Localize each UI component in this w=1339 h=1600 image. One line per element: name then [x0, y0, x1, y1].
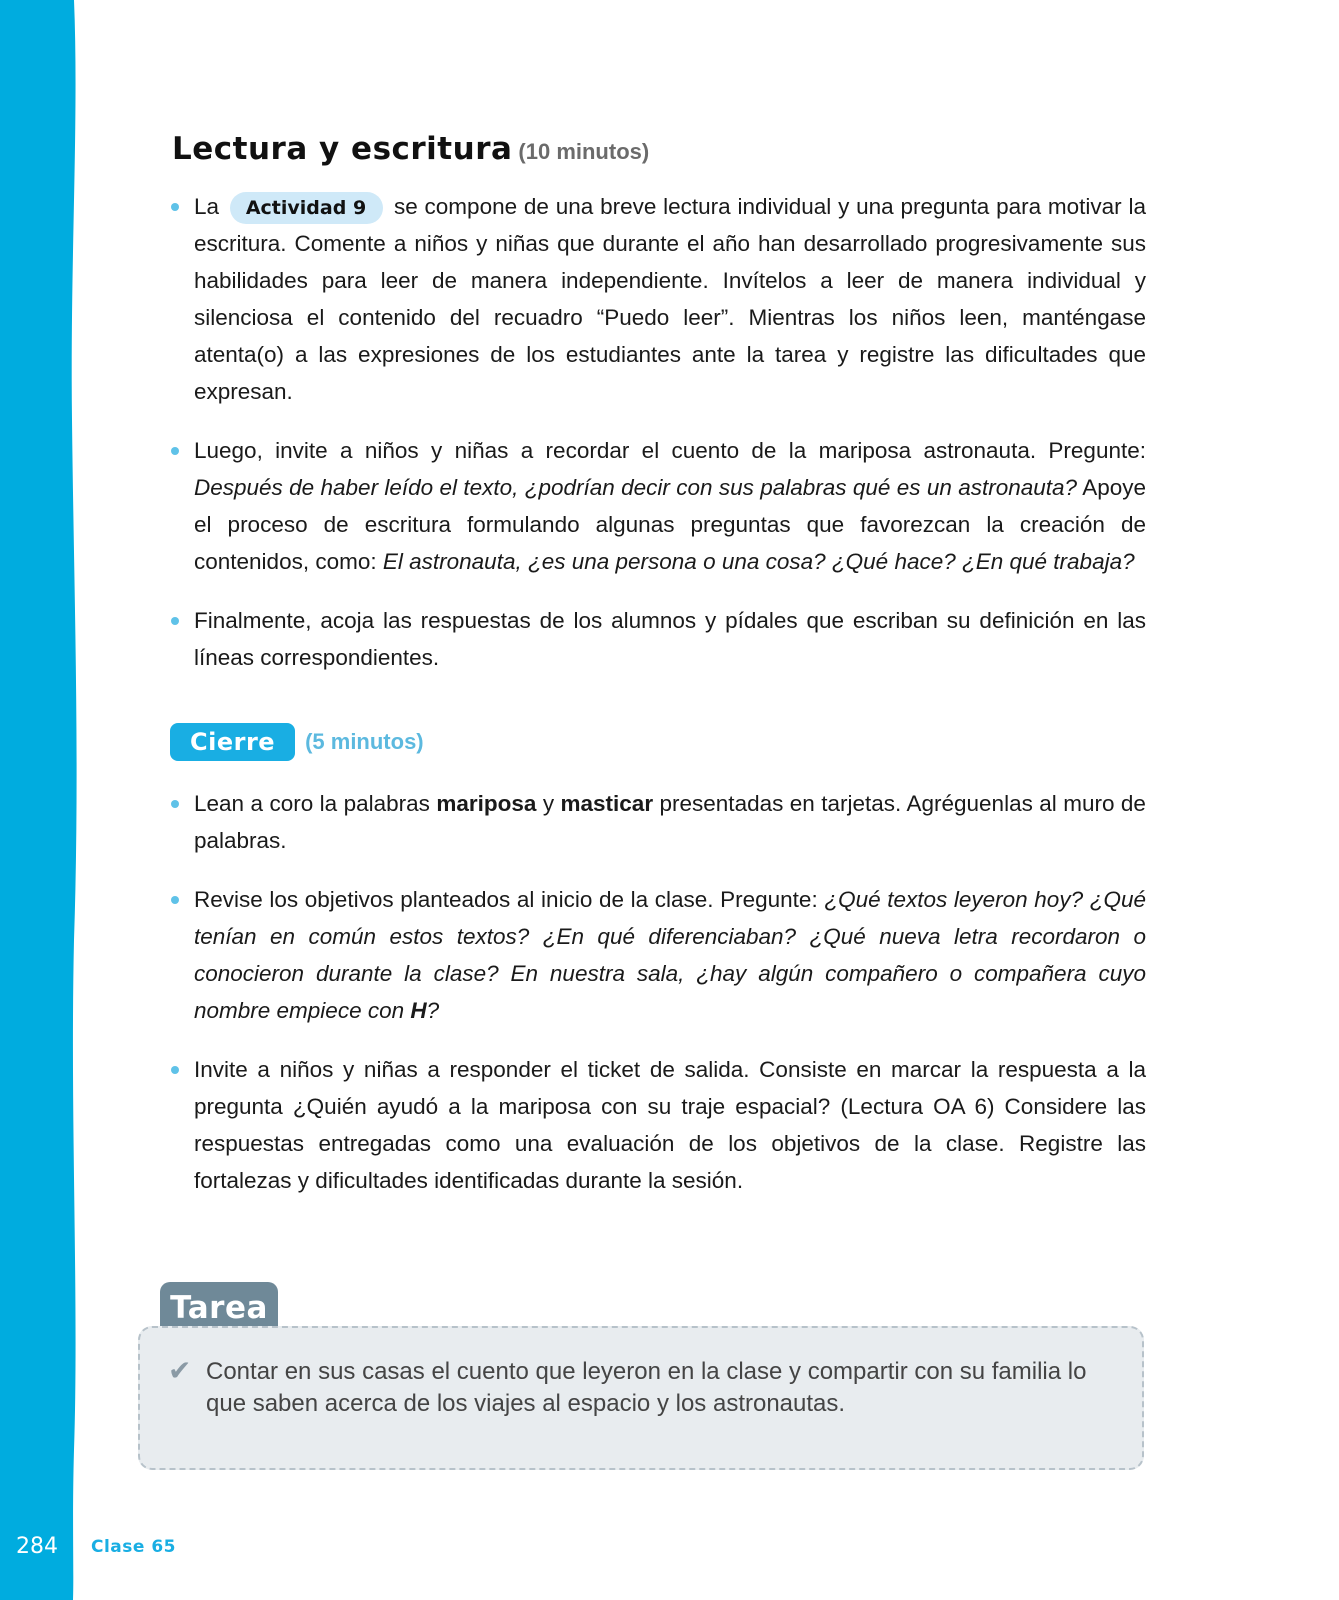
activity-badge: Actividad 9 [230, 192, 383, 224]
page-number: 284 [16, 1534, 58, 1559]
lectura-bullet-3: Finalmente, acoja las respuestas de los alumnos y pídales que escriban su definición en las líneas correspondientes. [170, 602, 1146, 676]
tarea-box [138, 1326, 1144, 1470]
lectura-duration: (10 minutos) [518, 139, 650, 164]
lectura-bullet-2: Luego, invite a niños y niñas a recordar el cuento de la mariposa astronauta. Pregunte: Después de haber leído el texto, ¿podrían decir con sus palabras qué es un astronauta? Apoye el proceso de escritura formulando algunas preguntas que favorezcan la creación de contenidos, como: El astronauta, ¿es una persona o una cosa? ¿Qué hace? ¿En qué trabaja? [170, 432, 1146, 580]
lectura-list [170, 188, 1146, 698]
cierre-duration: (5 minutos) [305, 729, 424, 754]
cierre-list [170, 785, 1146, 1221]
cierre-badge: Cierre [170, 723, 295, 761]
cierre-bullet-2: Revise los objetivos planteados al inicio de la clase. Pregunte: ¿Qué textos leyeron hoy? ¿Qué tenían en común estos textos? ¿En qué diferenciaban? ¿Qué nueva letra recordaron o conocieron durante la clase? En nuestra sala, ¿hay algún compañero o compañera cuyo nombre empiece con H? [170, 881, 1146, 1029]
tarea-tab: Tarea [160, 1282, 278, 1330]
lectura-title: Lectura y escritura [172, 131, 513, 167]
side-color-band [0, 0, 80, 1600]
cierre-heading [170, 723, 424, 761]
class-label: Clase 65 [91, 1537, 176, 1557]
cierre-bullet-3: Invite a niños y niñas a responder el ticket de salida. Consiste en marcar la respuesta a la pregunta ¿Quién ayudó a la mariposa con su traje espacial? (Lectura OA 6) Considere las respuestas entregadas como una evaluación de los objetivos de la clase. Registre las fortalezas y dificultades identificadas durante la sesión. [170, 1051, 1146, 1199]
lectura-bullet-1: La Actividad 9 se compone de una breve lectura individual y una pregunta para motivar la escritura. Comente a niños y niñas que durante el año han desarrollado progresivamente sus habilidades para leer de manera independiente. Invítelos a leer de manera individual y silenciosa el contenido del recuadro “Puedo leer”. Mientras los niños leen, manténgase atenta(o) a las expresiones de los estudiantes ante la tarea y registre las dificultades que expresan. [170, 188, 1146, 410]
section-title-lectura [172, 131, 649, 167]
cierre-bullet-1: Lean a coro la palabras mariposa y masticar presentadas en tarjetas. Agréguenlas al muro de palabras. [170, 785, 1146, 859]
check-icon: ✔ [168, 1355, 192, 1386]
tarea-text: Contar en sus casas el cuento que leyeron en la clase y compartir con su familia lo que saben acerca de los viajes al espacio y los astronautas. [206, 1358, 1087, 1417]
